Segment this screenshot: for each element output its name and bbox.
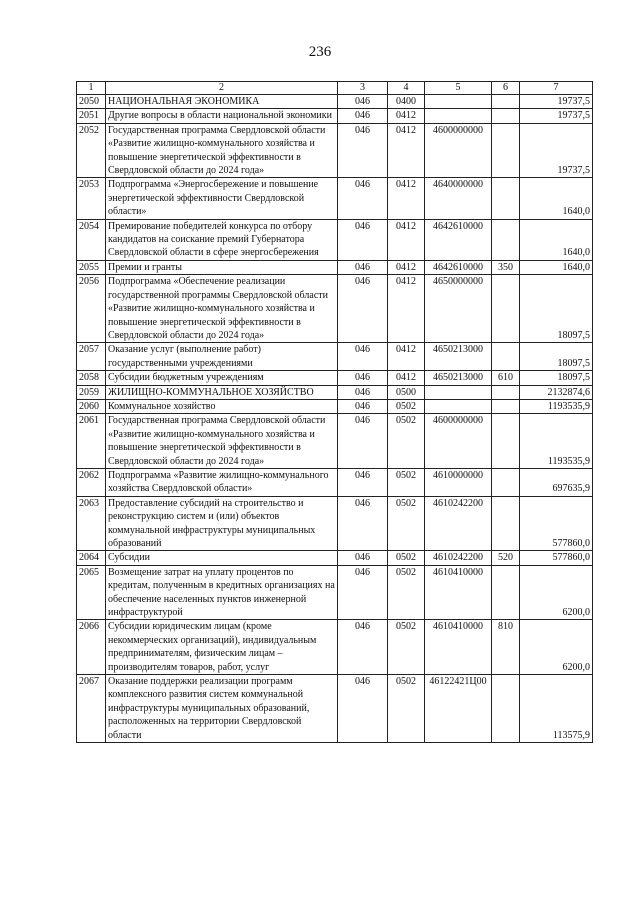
dept-code: 046	[338, 123, 388, 178]
section-code: 0502	[388, 565, 425, 620]
table-row	[77, 675, 593, 743]
item-name: Другие вопросы в области национальной экономики	[106, 109, 338, 123]
section-code: 0502	[388, 414, 425, 469]
item-name: Премирование победителей конкурса по отбору кандидатов на соискание премий Губернатора Свердловской области в сфере энергосбережения	[106, 219, 338, 260]
row-number: 2050	[77, 95, 106, 109]
article-code: 4610242200	[425, 496, 492, 551]
amount: 18097,5	[520, 275, 593, 343]
article-code: 4600000000	[425, 123, 492, 178]
dept-code: 046	[338, 399, 388, 413]
amount: 113575,9	[520, 675, 593, 743]
dept-code: 046	[338, 468, 388, 496]
section-code: 0500	[388, 385, 425, 399]
section-code: 0412	[388, 178, 425, 219]
section-code: 0412	[388, 260, 425, 274]
amount: 1193535,9	[520, 414, 593, 469]
item-name: Подпрограмма «Развитие жилищно-коммунального хозяйства Свердловской области»	[106, 468, 338, 496]
table-row	[77, 468, 593, 496]
expense-type-code: 350	[492, 260, 520, 274]
table-row	[77, 496, 593, 551]
row-number: 2060	[77, 399, 106, 413]
dept-code: 046	[338, 496, 388, 551]
row-number: 2064	[77, 551, 106, 565]
article-code: 46122421Ц00	[425, 675, 492, 743]
amount: 1640,0	[520, 219, 593, 260]
item-name: Оказание услуг (выполнение работ) государственными учреждениями	[106, 343, 338, 371]
article-code	[425, 385, 492, 399]
dept-code: 046	[338, 95, 388, 109]
amount: 19737,5	[520, 123, 593, 178]
row-number: 2057	[77, 343, 106, 371]
article-code: 4610410000	[425, 620, 492, 675]
row-number: 2051	[77, 109, 106, 123]
table-row	[77, 371, 593, 385]
section-code: 0400	[388, 95, 425, 109]
row-number: 2056	[77, 275, 106, 343]
expense-type-code	[492, 275, 520, 343]
amount: 19737,5	[520, 109, 593, 123]
row-number: 2062	[77, 468, 106, 496]
expense-type-code	[492, 343, 520, 371]
item-name: Оказание поддержки реализации программ комплексного развития систем коммунальной инфраструктуры муниципальных образований, расположенных на территории Свердловской области	[106, 675, 338, 743]
amount: 2132874,6	[520, 385, 593, 399]
dept-code: 046	[338, 565, 388, 620]
article-code: 4642610000	[425, 260, 492, 274]
dept-code: 046	[338, 343, 388, 371]
item-name: Предоставление субсидий на строительство и реконструкцию систем и (или) объектов коммунальной инфраструктуры муниципальных образований	[106, 496, 338, 551]
article-code	[425, 109, 492, 123]
row-number: 2052	[77, 123, 106, 178]
amount: 697635,9	[520, 468, 593, 496]
header-row	[77, 82, 593, 95]
article-code: 4610000000	[425, 468, 492, 496]
item-name: Возмещение затрат на уплату процентов по кредитам, полученным в кредитных организациях на обеспечение населенных пунктов инженерной инфраструктурой	[106, 565, 338, 620]
row-number: 2058	[77, 371, 106, 385]
amount: 19737,5	[520, 95, 593, 109]
item-name: Государственная программа Свердловской области «Развитие жилищно-коммунального хозяйства и повышение энергетической эффективности в Свердловской области до 2024 года»	[106, 123, 338, 178]
article-code: 4650213000	[425, 343, 492, 371]
table-row	[77, 219, 593, 260]
dept-code: 046	[338, 414, 388, 469]
amount: 1193535,9	[520, 399, 593, 413]
dept-code: 046	[338, 260, 388, 274]
table-row	[77, 385, 593, 399]
item-name: Подпрограмма «Энергосбережение и повышение энергетической эффективности Свердловской области»	[106, 178, 338, 219]
amount: 18097,5	[520, 371, 593, 385]
amount: 6200,0	[520, 620, 593, 675]
article-code: 4640000000	[425, 178, 492, 219]
expense-type-code	[492, 399, 520, 413]
table-row	[77, 343, 593, 371]
row-number: 2067	[77, 675, 106, 743]
amount: 1640,0	[520, 260, 593, 274]
table-row	[77, 260, 593, 274]
table-row	[77, 178, 593, 219]
article-code: 4610242200	[425, 551, 492, 565]
amount: 1640,0	[520, 178, 593, 219]
header-cell: 2	[106, 82, 338, 95]
expense-type-code	[492, 123, 520, 178]
item-name: Премии и гранты	[106, 260, 338, 274]
amount: 577860,0	[520, 551, 593, 565]
dept-code: 046	[338, 178, 388, 219]
article-code: 4600000000	[425, 414, 492, 469]
amount: 6200,0	[520, 565, 593, 620]
budget-table	[76, 81, 593, 743]
section-code: 0502	[388, 399, 425, 413]
header-cell: 5	[425, 82, 492, 95]
table-row	[77, 123, 593, 178]
dept-code: 046	[338, 620, 388, 675]
expense-type-code: 810	[492, 620, 520, 675]
amount: 18097,5	[520, 343, 593, 371]
article-code: 4642610000	[425, 219, 492, 260]
section-code: 0502	[388, 551, 425, 565]
header-cell: 1	[77, 82, 106, 95]
expense-type-code	[492, 178, 520, 219]
dept-code: 046	[338, 275, 388, 343]
expense-type-code	[492, 95, 520, 109]
item-name: Государственная программа Свердловской области «Развитие жилищно-коммунального хозяйства и повышение энергетической эффективности в Свердловской области до 2024 года»	[106, 414, 338, 469]
table-row	[77, 414, 593, 469]
expense-type-code	[492, 496, 520, 551]
header-cell: 3	[338, 82, 388, 95]
item-name: Субсидии бюджетным учреждениям	[106, 371, 338, 385]
row-number: 2061	[77, 414, 106, 469]
dept-code: 046	[338, 675, 388, 743]
table-row	[77, 565, 593, 620]
item-name: Субсидии	[106, 551, 338, 565]
expense-type-code	[492, 385, 520, 399]
item-name: ЖИЛИЩНО-КОММУНАЛЬНОЕ ХОЗЯЙСТВО	[106, 385, 338, 399]
dept-code: 046	[338, 551, 388, 565]
article-code	[425, 399, 492, 413]
expense-type-code	[492, 565, 520, 620]
row-number: 2059	[77, 385, 106, 399]
article-code: 4650000000	[425, 275, 492, 343]
item-name: НАЦИОНАЛЬНАЯ ЭКОНОМИКА	[106, 95, 338, 109]
table-row	[77, 399, 593, 413]
section-code: 0412	[388, 371, 425, 385]
table-row	[77, 109, 593, 123]
expense-type-code: 520	[492, 551, 520, 565]
article-code	[425, 95, 492, 109]
row-number: 2054	[77, 219, 106, 260]
article-code: 4650213000	[425, 371, 492, 385]
expense-type-code: 610	[492, 371, 520, 385]
section-code: 0412	[388, 123, 425, 178]
dept-code: 046	[338, 219, 388, 260]
expense-type-code	[492, 675, 520, 743]
table-row	[77, 275, 593, 343]
header-cell: 7	[520, 82, 593, 95]
section-code: 0502	[388, 620, 425, 675]
expense-type-code	[492, 468, 520, 496]
dept-code: 046	[338, 109, 388, 123]
section-code: 0412	[388, 275, 425, 343]
page-number: 236	[308, 44, 332, 60]
dept-code: 046	[338, 385, 388, 399]
item-name: Субсидии юридическим лицам (кроме некоммерческих организаций), индивидуальным предпринимателям, физическим лицам – производителям товаров, работ, услуг	[106, 620, 338, 675]
amount: 577860,0	[520, 496, 593, 551]
row-number: 2063	[77, 496, 106, 551]
section-code: 0502	[388, 496, 425, 551]
row-number: 2065	[77, 565, 106, 620]
dept-code: 046	[338, 371, 388, 385]
row-number: 2053	[77, 178, 106, 219]
article-code: 4610410000	[425, 565, 492, 620]
header-cell: 6	[492, 82, 520, 95]
expense-type-code	[492, 109, 520, 123]
expense-type-code	[492, 219, 520, 260]
table-row	[77, 95, 593, 109]
item-name: Коммунальное хозяйство	[106, 399, 338, 413]
item-name: Подпрограмма «Обеспечение реализации государственной программы Свердловской области «Развитие жилищно-коммунального хозяйства и повышение энергетической эффективности в Свердловской области до 2024 года»	[106, 275, 338, 343]
row-number: 2066	[77, 620, 106, 675]
section-code: 0412	[388, 109, 425, 123]
table-row	[77, 551, 593, 565]
section-code: 0502	[388, 675, 425, 743]
expense-type-code	[492, 414, 520, 469]
row-number: 2055	[77, 260, 106, 274]
section-code: 0412	[388, 219, 425, 260]
section-code: 0502	[388, 468, 425, 496]
table-row	[77, 620, 593, 675]
header-cell: 4	[388, 82, 425, 95]
section-code: 0412	[388, 343, 425, 371]
